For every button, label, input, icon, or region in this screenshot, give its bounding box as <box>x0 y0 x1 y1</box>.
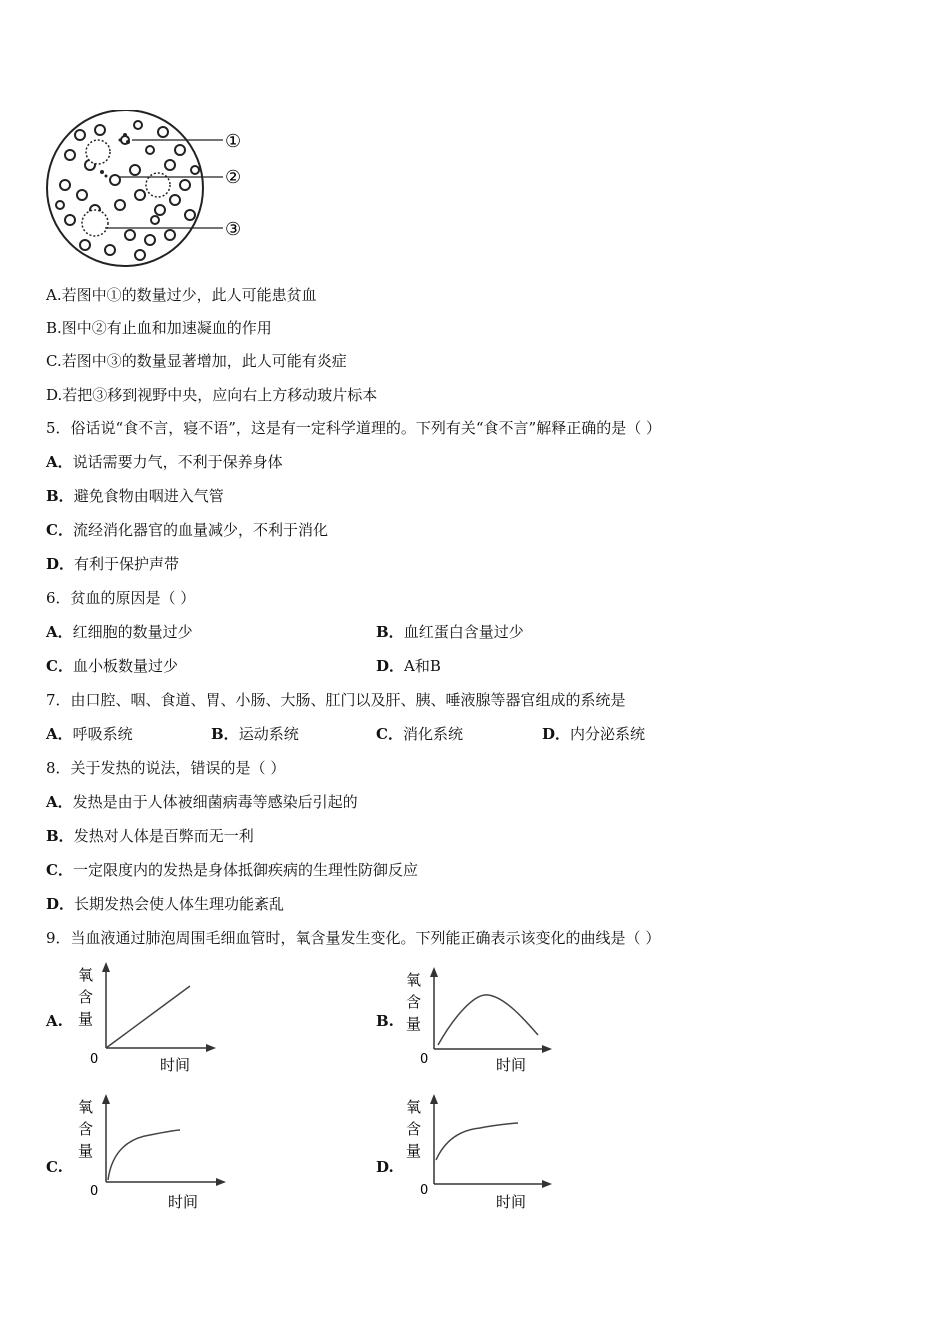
graph-b-y-arrow <box>430 967 438 977</box>
q6-stem: 6．贫血的原因是（ ） <box>46 589 196 607</box>
q8-stem: 8．关于发热的说法，错误的是（ ） <box>46 759 286 777</box>
figure-label-1: ① <box>225 131 242 152</box>
graph-b-curve <box>438 995 538 1045</box>
q5-option-c[interactable]: C．流经消化器官的血量减少，不利于消化 <box>46 521 328 539</box>
graph-c-ylabel-2: 含 <box>78 1120 94 1138</box>
graph-b-ylabel-2: 含 <box>406 993 422 1011</box>
q7-option-b[interactable]: B．运动系统 <box>211 725 299 743</box>
graph-d-ylabel-2: 含 <box>406 1120 422 1138</box>
q5-option-b[interactable]: B．避免食物由咽进入气管 <box>46 487 224 505</box>
q9-graph-a-letter[interactable]: A. <box>46 1012 63 1030</box>
graph-a-x-arrow <box>206 1044 216 1052</box>
graph-d-curve <box>436 1123 518 1160</box>
graph-c-x-arrow <box>216 1178 226 1186</box>
graph-a-ylabel-3: 量 <box>78 1010 94 1028</box>
q5-option-d[interactable]: D．有利于保护声带 <box>46 555 180 573</box>
q7-option-c[interactable]: C．消化系统 <box>376 725 463 743</box>
q6-option-a[interactable]: A．红细胞的数量过少 <box>46 623 193 641</box>
q6-option-c[interactable]: C．血小板数量过少 <box>46 657 178 675</box>
graph-a-origin: 0 <box>90 1052 99 1067</box>
q8-option-b[interactable]: B．发热对人体是百弊而无一利 <box>46 827 254 845</box>
graph-b-ylabel-3: 量 <box>406 1015 422 1033</box>
graph-c-origin: 0 <box>90 1184 99 1199</box>
graph-a-ylabel-2: 含 <box>78 988 94 1006</box>
figure-label-2: ② <box>225 167 242 188</box>
figure-label-3: ③ <box>225 219 242 240</box>
graph-c-ylabel-3: 量 <box>78 1142 94 1160</box>
q7-option-a[interactable]: A．呼吸系统 <box>46 725 133 743</box>
graph-d-x-arrow <box>542 1180 552 1188</box>
q4-option-c[interactable]: C.若图中③的数量显著增加，此人可能有炎症 <box>46 352 347 370</box>
graph-a-ylabel-1: 氧 <box>78 966 94 984</box>
graph-d-origin: 0 <box>420 1183 429 1198</box>
q7-option-d[interactable]: D．内分泌系统 <box>542 725 646 743</box>
q9-graph-d <box>400 1090 570 1215</box>
q8-option-c[interactable]: C．一定限度内的发热是身体抵御疾病的生理性防御反应 <box>46 861 418 879</box>
graph-d-ylabel-1: 氧 <box>406 1098 422 1116</box>
q5-option-a[interactable]: A．说话需要力气，不利于保养身体 <box>46 453 283 471</box>
q6-option-d[interactable]: D．A和B <box>376 657 441 675</box>
graph-d-y-arrow <box>430 1094 438 1104</box>
graph-a-xlabel: 时间 <box>160 1056 191 1074</box>
graph-d-xlabel: 时间 <box>496 1193 527 1211</box>
graph-b-origin: 0 <box>420 1052 429 1067</box>
q9-graph-c-letter[interactable]: C. <box>46 1158 63 1176</box>
graph-c-ylabel-1: 氧 <box>78 1098 94 1116</box>
graph-c-curve <box>108 1130 180 1180</box>
q9-graph-c <box>70 1090 250 1215</box>
q8-option-a[interactable]: A．发热是由于人体被细菌病毒等感染后引起的 <box>46 793 358 811</box>
graph-a-y-arrow <box>102 962 110 972</box>
graph-c-y-arrow <box>102 1094 110 1104</box>
graph-b-x-arrow <box>542 1045 552 1053</box>
q4-option-a[interactable]: A.若图中①的数量过少，此人可能患贫血 <box>46 286 317 304</box>
q4-option-b[interactable]: B.图中②有止血和加速凝血的作用 <box>46 319 272 337</box>
q9-graph-b-letter[interactable]: B. <box>376 1012 394 1030</box>
q4-option-d[interactable]: D.若把③移到视野中央，应向右上方移动玻片标本 <box>46 386 378 404</box>
q5-stem: 5．俗话说“食不言，寝不语”，这是有一定科学道理的。下列有关“食不言”解释正确的是（ ） <box>46 419 661 437</box>
graph-d-ylabel-3: 量 <box>406 1142 422 1160</box>
q9-graph-d-letter[interactable]: D. <box>376 1158 394 1176</box>
graph-c-xlabel: 时间 <box>168 1193 199 1211</box>
graph-a-curve <box>106 986 190 1048</box>
graph-b-ylabel-1: 氧 <box>406 971 422 989</box>
q9-graph-a <box>70 960 230 1080</box>
graph-b-xlabel: 时间 <box>496 1056 527 1074</box>
q9-graph-b <box>400 965 560 1080</box>
q9-stem: 9．当血液通过肺泡周围毛细血管时，氧含量发生变化。下列能正确表示该变化的曲线是（ ） <box>46 929 661 947</box>
q7-stem: 7．由口腔、咽、食道、胃、小肠、大肠、肛门以及肝、胰、唾液腺等器官组成的系统是 <box>46 691 626 709</box>
blood-smear-figure <box>40 110 260 275</box>
q8-option-d[interactable]: D．长期发热会使人体生理功能紊乱 <box>46 895 285 913</box>
q6-option-b[interactable]: B．血红蛋白含量过少 <box>376 623 524 641</box>
